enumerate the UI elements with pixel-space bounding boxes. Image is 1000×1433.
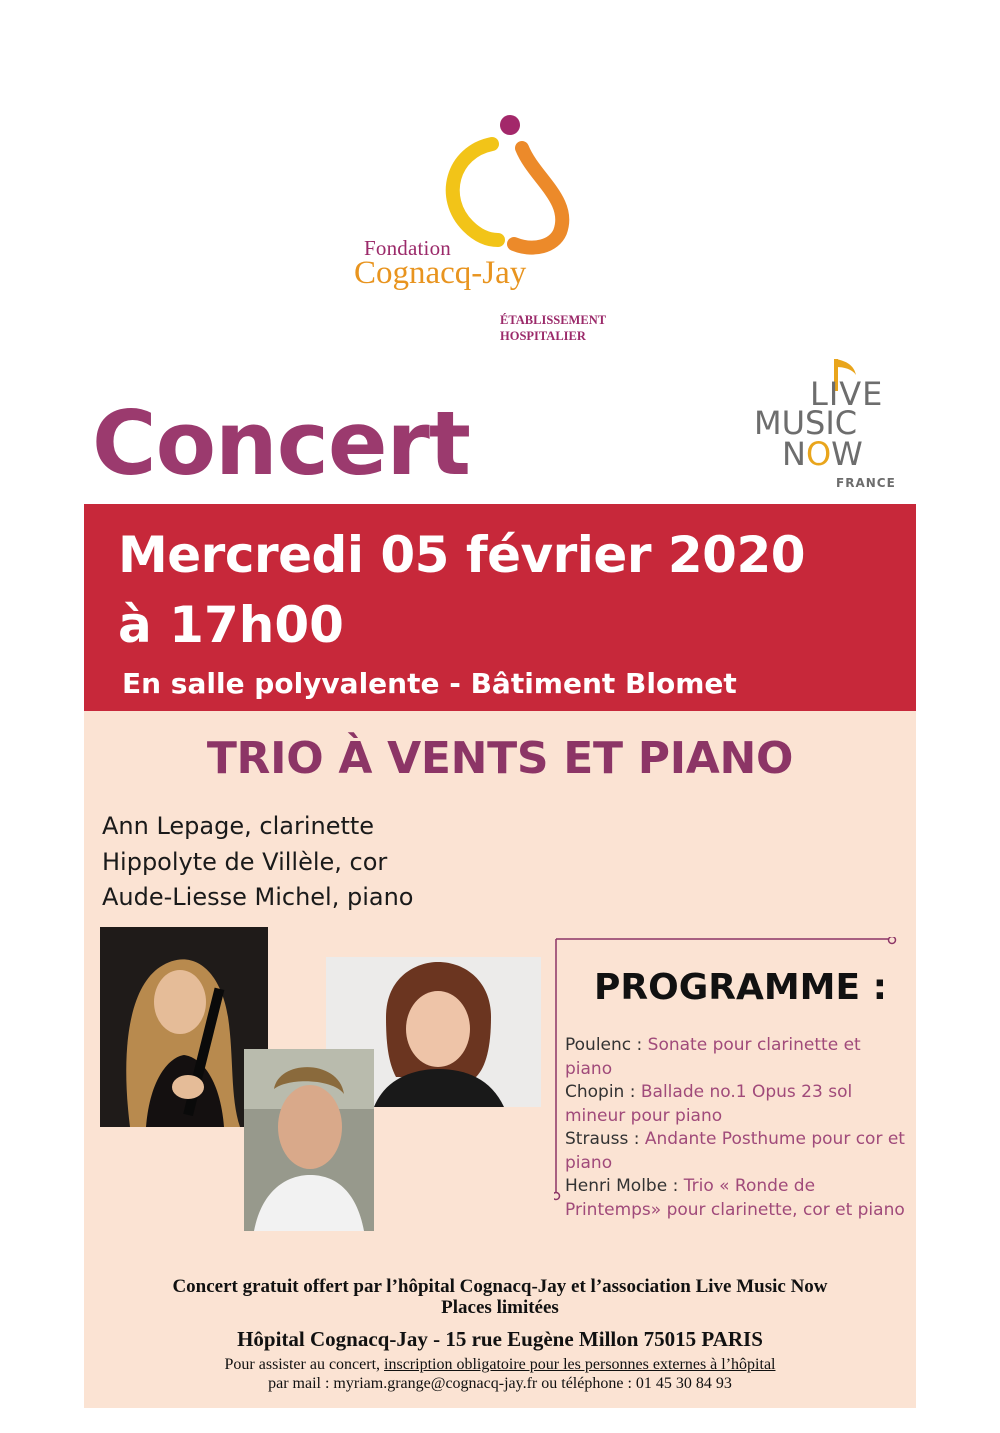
lmn-line2: MUSIC [754,404,858,442]
footer-offer [84,1276,916,1318]
fondation-subtitle [500,312,606,344]
fondation-name-line2: Cognacq-Jay [354,255,527,291]
fondation-logo [350,108,620,343]
programme-composer: Henri Molbe : [565,1176,684,1196]
fondation-subtitle-line1: ÉTABLISSEMENT [500,313,607,327]
artist-item: Aude-Liesse Michel, piano [102,883,414,911]
lmn-line3-w: W [831,435,863,473]
lmn-line4: FRANCE [836,476,896,490]
footer-address: Hôpital Cognacq-Jay - 15 rue Eugène Millon 75015 PARIS [237,1327,763,1351]
ensemble-title: TRIO À VENTS ET PIANO [206,733,794,784]
horn-player-photo [244,1049,374,1231]
event-details-panel [84,711,916,1408]
programme-item [565,1175,905,1222]
programme-item [565,1128,905,1175]
fondation-name-line1: Fondation [364,236,451,260]
clarinettist-photo [100,927,268,1127]
programme-composer: Poulenc : [565,1035,648,1055]
lmn-line3-n: N [782,435,806,473]
fondation-logo-mark [430,108,580,258]
programme-composer: Chopin : [565,1082,641,1102]
event-time: à 17h00 [118,596,344,654]
programme-list [565,1034,905,1222]
programme-work: Sonate pour clarinette et piano [565,1035,861,1079]
footer-note-underlined: inscription obligatoire pour les personnes externes à l’hôpital [384,1356,776,1373]
artists-list [102,809,413,916]
lmn-line3 [782,435,863,473]
artist-item: Ann Lepage, clarinette [102,812,375,840]
programme-composer: Strauss : [565,1129,645,1149]
event-venue: En salle polyvalente - Bâtiment Blomet [122,667,737,700]
artist-item: Hippolyte de Villèle, cor [102,847,388,876]
programme-item [565,1034,905,1081]
programme-work: Andante Posthume pour cor et piano [565,1129,905,1173]
footer-note [84,1355,916,1374]
footer-note-prefix: Pour assister au concert, [224,1356,385,1373]
page-title: Concert [92,392,470,495]
live-music-now-logo [748,355,898,495]
event-date-band [84,504,916,711]
footer-places: Places limitées [441,1297,559,1318]
lmn-line1: LIVE [810,375,884,413]
fondation-subtitle-line2: HOSPITALIER [500,329,586,343]
footer-registration [84,1355,916,1393]
footer-offer-line: Concert gratuit offert par l’hôpital Cognacq-Jay et l’association Live Music Now [172,1276,828,1297]
programme-work: Trio « Ronde de Printemps» pour clarinette, cor et piano [565,1176,905,1220]
programme-title: PROGRAMME : [594,967,888,1008]
programme-item [565,1081,905,1128]
programme-work: Ballade no.1 Opus 23 sol mineur pour piano [565,1082,853,1126]
event-date: Mercredi 05 février 2020 [118,526,806,584]
lmn-line3-o: O [805,435,832,473]
footer-contact: par mail : myriam.grange@cognacq-jay.fr ou téléphone : 01 45 30 84 93 [268,1375,732,1392]
